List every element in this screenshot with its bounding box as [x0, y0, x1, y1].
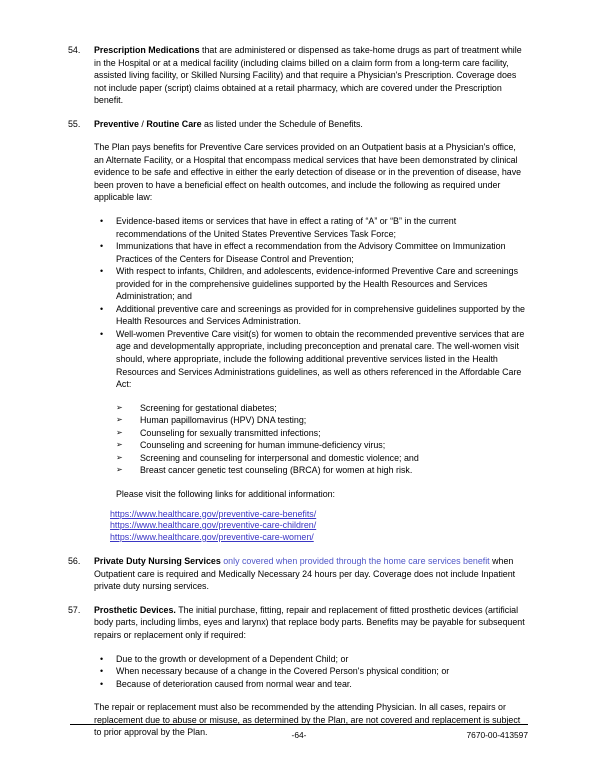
list-item-label: Due to the growth or development of a Dependent Child; or — [116, 653, 349, 664]
list-item-label: With respect to infants, Children, and adolescents, evidence-informed Preventive Care and screenings provided for in the comprehensive guidelines supported by the Health Resources and Services Administration; and — [116, 266, 519, 302]
bullet-icon: • — [100, 241, 104, 252]
item-text: The initial purchase, fitting, repair and replacement of fitted prosthetic devices (artificial body parts, including limbs, eyes and larynx) that replace body parts. Benefits may be payable for subsequent repairs or replacement only if required: — [94, 604, 525, 641]
links-intro-text: Please visit the following links for additional information: — [116, 488, 336, 499]
list-item — [116, 414, 528, 427]
bullet-icon: • — [100, 303, 104, 314]
external-links-list — [110, 509, 528, 544]
item-body — [94, 45, 522, 105]
lead-separator: / — [138, 118, 147, 129]
item-body — [94, 605, 525, 640]
item-body — [94, 119, 363, 129]
arrow-right-icon: ➢ — [116, 440, 123, 450]
list-item-label: Counseling and screening for human immune-deficiency virus; — [140, 440, 386, 451]
arrow-right-icon: ➢ — [116, 452, 123, 462]
bullet-icon: • — [100, 678, 104, 689]
spacer — [68, 477, 528, 488]
list-item-label: Human papillomavirus (HPV) DNA testing; — [140, 415, 307, 426]
footer-row — [70, 728, 528, 742]
spacer — [68, 593, 528, 604]
list-item — [110, 509, 528, 521]
well-women-services-list — [116, 402, 528, 477]
item-body — [94, 556, 515, 591]
item-lead-term-preventive: Preventive — [94, 118, 139, 129]
arrow-right-icon: ➢ — [116, 402, 123, 412]
list-item — [110, 520, 528, 532]
link-preventive-care-women[interactable]: https://www.healthcare.gov/preventive-care-women/ — [110, 531, 314, 542]
prosthetic-bullet-list — [94, 653, 528, 691]
list-item — [94, 265, 528, 303]
item-highlight-text: only covered when provided through the home care services benefit — [220, 556, 490, 567]
link-preventive-care-benefits[interactable]: https://www.healthcare.gov/preventive-care-benefits/ — [110, 508, 317, 519]
item-number: 57. — [68, 604, 81, 615]
item-number: 55. — [68, 118, 81, 129]
list-item-label: Counseling for sexually transmitted infections; — [140, 427, 321, 438]
spacer — [68, 204, 528, 215]
prosthetic-closing-paragraph: The repair or replacement must also be recommended by the attending Physician. In all cases, repairs or replacement due to abuse or misuse, as determined by the Plan, are not covered and replacement is subject to prior approval by the Plan. — [94, 702, 521, 738]
spacer — [68, 690, 528, 701]
list-item-label: Screening and counseling for interpersonal and domestic violence; and — [140, 452, 419, 463]
item-lead-term: Prescription Medications — [94, 45, 200, 55]
list-item — [110, 532, 528, 544]
footer-divider — [70, 724, 528, 725]
preventive-bullet-list-part1 — [94, 215, 528, 391]
list-item — [116, 439, 528, 452]
list-item — [94, 215, 528, 240]
item-number: 54. — [68, 45, 81, 55]
bullet-icon: • — [100, 666, 104, 677]
spacer — [68, 501, 528, 509]
item-number: 56. — [68, 556, 81, 567]
item-text: that are administered or dispensed as take-home drugs as part of treatment while in the Hospital or at a medical facility (including claims billed on a claim form from a long-term care facility, assisted living facility, or Skilled Nursing Facility) and that require a Physician's Prescription. Coverage does not include paper (script) claims obtained at a retail pharmacy, which are covered under the Prescription benefit. — [94, 45, 522, 106]
page-number: -64- — [291, 730, 307, 740]
spacer — [68, 642, 528, 653]
item-lead-term-routine-care: Routine Care — [146, 118, 202, 129]
list-item-57 — [68, 604, 528, 642]
arrow-right-icon: ➢ — [116, 465, 123, 475]
item-text: when Outpatient care is required and Medically Necessary 24 hours per day. Coverage does not include Inpatient private duty nursing services. — [94, 556, 516, 592]
bullet-icon: • — [100, 216, 104, 227]
bullet-icon: • — [100, 653, 104, 664]
item-lead-term: Private Duty Nursing Services — [94, 556, 221, 567]
arrow-right-icon: ➢ — [116, 415, 123, 425]
spacer — [68, 391, 528, 402]
arrow-right-icon: ➢ — [116, 427, 123, 437]
item-text: as listed under the Schedule of Benefits. — [201, 118, 363, 129]
list-item-55 — [68, 118, 528, 131]
list-item-54 — [68, 44, 528, 107]
list-item-label: Evidence-based items or services that have in effect a rating of “A” or “B” in the current recommendations of the United States Preventive Services Task Force; — [116, 216, 457, 239]
item-lead-term: Prosthetic Devices. — [94, 604, 176, 615]
list-item-label: Additional preventive care and screenings as provided for in comprehensive guidelines supported by the Health Resources and Services Administration. — [116, 303, 525, 327]
list-item — [116, 452, 528, 465]
list-item — [94, 328, 528, 391]
document-id: 7670-00-413597 — [466, 730, 528, 740]
list-item — [94, 303, 528, 328]
bullet-icon: • — [100, 328, 104, 339]
list-item — [94, 240, 528, 265]
list-item — [116, 427, 528, 440]
list-item-label: Well-women Preventive Care visit(s) for women to obtain the recommended preventive services that are age and developmentally appropriate, including preconception and prenatal care. The well-women visit should, where appropriate, include the following additional preventive services listed in the Health Resources and Services Administrations guidelines, as well as others referenced in the Affordable Care Act: — [116, 328, 525, 390]
page-footer — [70, 724, 528, 742]
link-preventive-care-children[interactable]: https://www.healthcare.gov/preventive-care-children/ — [110, 520, 317, 531]
spacer — [68, 130, 528, 141]
bullet-icon: • — [100, 266, 104, 277]
list-item — [94, 678, 528, 691]
list-item-label: Because of deterioration caused from normal wear and tear. — [116, 678, 352, 689]
preventive-intro-paragraph: The Plan pays benefits for Preventive Care services provided on an Outpatient basis at a Physician's office, an Alternate Facility, or a Hospital that encompass medical services that have been demonstrated by clinical evidence to be safe and effective in either the early detection of disease or in the prevention of disease, have been proven to have a beneficial effect on health outcomes, and include the following as required under applicable law: — [94, 142, 522, 203]
list-item — [94, 653, 528, 666]
list-item-label: Screening for gestational diabetes; — [140, 402, 277, 413]
list-item-label: Immunizations that have in effect a recommendation from the Advisory Committee on Immunization Practices of the Centers for Disease Control and Prevention; — [116, 241, 506, 264]
list-item-label: Breast cancer genetic test counseling (BRCA) for women at high risk. — [140, 465, 413, 476]
list-item-label: When necessary because of a change in the Covered Person's physical condition; or — [116, 666, 450, 677]
spacer — [68, 107, 528, 118]
list-item-56 — [68, 555, 528, 593]
list-item — [94, 665, 528, 678]
spacer — [68, 543, 528, 555]
list-item — [116, 464, 528, 477]
list-item — [116, 402, 528, 415]
